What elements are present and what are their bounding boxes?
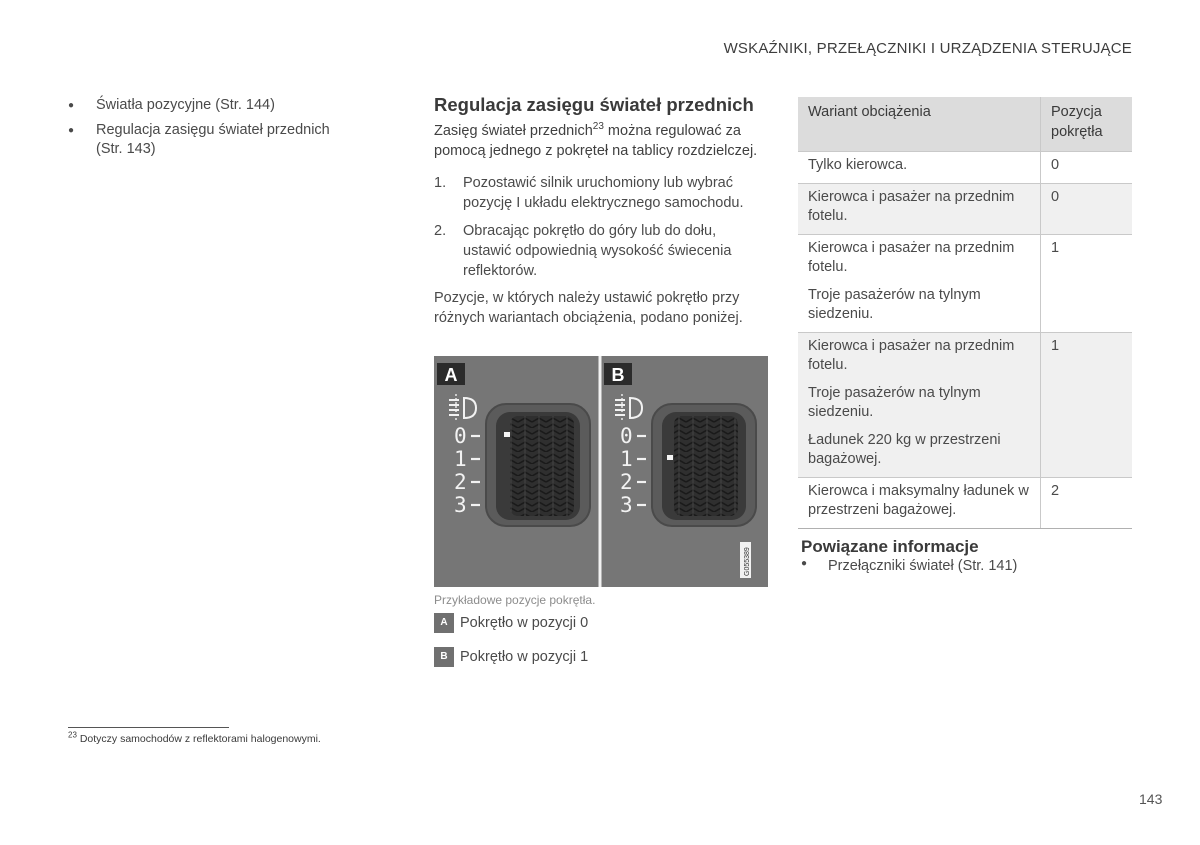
left-bullet-list [68,96,358,165]
steps-list [434,173,766,281]
cell-line: Kierowca i pasażer na przednim fotelu. [808,188,1015,224]
scale-label: 3 [454,493,467,517]
related-link[interactable]: ● Przełączniki świateł (Str. 141) [801,558,1131,574]
load-cell [798,152,1041,184]
position-cell: 1 [1041,332,1133,477]
intro-text: Zasięg świateł przednich [434,123,593,139]
footnote-divider [68,727,229,728]
list-item[interactable]: ● Światła pozycyjne (Str. 144) [68,96,358,115]
legend-item-b [434,647,588,667]
scale-label: 0 [454,424,467,448]
figure-caption: Przykładowe pozycje pokrętła. [434,593,596,607]
intro-text-cont: można regulować za pomocą jednego z pokręteł na tablicy rozdzielczej. [434,123,758,159]
footnote-number: 23 [68,730,77,740]
page-header: WSKAŹNIKI, PRZEŁĄCZNIKI I URZĄDZENIA STERUJĄCE [723,40,1132,57]
dial-figure [434,356,768,587]
step-number: 2. [434,223,447,239]
figure-code: G055389 [744,547,751,576]
list-item[interactable]: ● Regulacja zasięgu świateł przednich (Str. 143) [68,121,358,159]
section-headlight-range [434,94,766,328]
cell-line: Troje pasażerów na tylnym siedzeniu. [808,286,981,322]
position-cell: 0 [1041,183,1133,234]
step-number: 1. [434,175,447,191]
related-info [801,537,1131,574]
dial-knob [674,416,738,516]
cell-line: Tylko kierowca. [808,157,908,173]
cell-line: Kierowca i pasażer na przednim fotelu. [808,337,1015,373]
related-title: Powiązane informacje [801,537,979,556]
table-row [798,183,1132,234]
panel-label: B [611,365,625,385]
scale-label: 0 [620,424,633,448]
cell-line: Kierowca i pasażer na przednim fotelu. [808,239,1015,275]
footnote [68,730,321,745]
scale-label: 1 [620,447,633,471]
step-item [434,221,766,281]
cell-line: Kierowca i maksymalny ładunek w przestrzeni bagażowej. [808,482,1029,518]
table-row [798,477,1132,528]
load-table [798,97,1132,529]
legend-badge: A [434,613,454,633]
step-item [434,173,766,213]
legend-text: Pokrętło w pozycji 1 [460,648,589,665]
footnote-ref[interactable]: 23 [592,121,604,133]
section-title: Regulacja zasięgu świateł przednich [434,94,754,115]
load-cell [798,477,1041,528]
intro-paragraph [434,122,766,161]
scale-label: 3 [620,493,633,517]
column-header-load: Wariant obciążenia [798,97,1041,152]
table-row [798,234,1132,332]
scale-label: 1 [454,447,467,471]
step-text: Obracając pokrętło do góry lub do dołu, ustawić odpowiednią wysokość świecenia reflektorów. [463,223,732,279]
legend-text: Pokrętło w pozycji 0 [460,614,589,631]
scale-label: 2 [620,470,633,494]
cell-line: Troje pasażerów na tylnym siedzeniu. [808,384,981,420]
table-row [798,152,1132,184]
legend-item-a [434,613,588,633]
position-cell: 2 [1041,477,1133,528]
dial-knob [510,416,574,516]
load-cell [798,234,1041,332]
knob-marker [667,455,673,460]
cell-line: Ładunek 220 kg w przestrzeni bagażowej. [808,431,1001,467]
position-cell: 0 [1041,152,1133,184]
legend-badge: B [434,647,454,667]
knob-marker [504,432,510,437]
page-number: 143 [1139,791,1163,807]
column-header-position: Pozycja pokrętła [1041,97,1133,152]
scale-label: 2 [454,470,467,494]
dial-illustration [434,356,768,587]
position-cell: 1 [1041,234,1133,332]
table-row [798,332,1132,477]
load-cell [798,183,1041,234]
table-header-row [798,97,1132,152]
load-cell [798,332,1041,477]
panel-label: A [444,365,458,385]
footnote-text: Dotyczy samochodów z reflektorami halogenowymi. [79,733,321,745]
step-text: Pozostawić silnik uruchomiony lub wybrać pozycję I układu elektrycznego samochodu. [463,175,744,211]
positions-paragraph: Pozycje, w których należy ustawić pokrętło przy różnych wariantach obciążenia, podano poniżej. [434,290,743,326]
